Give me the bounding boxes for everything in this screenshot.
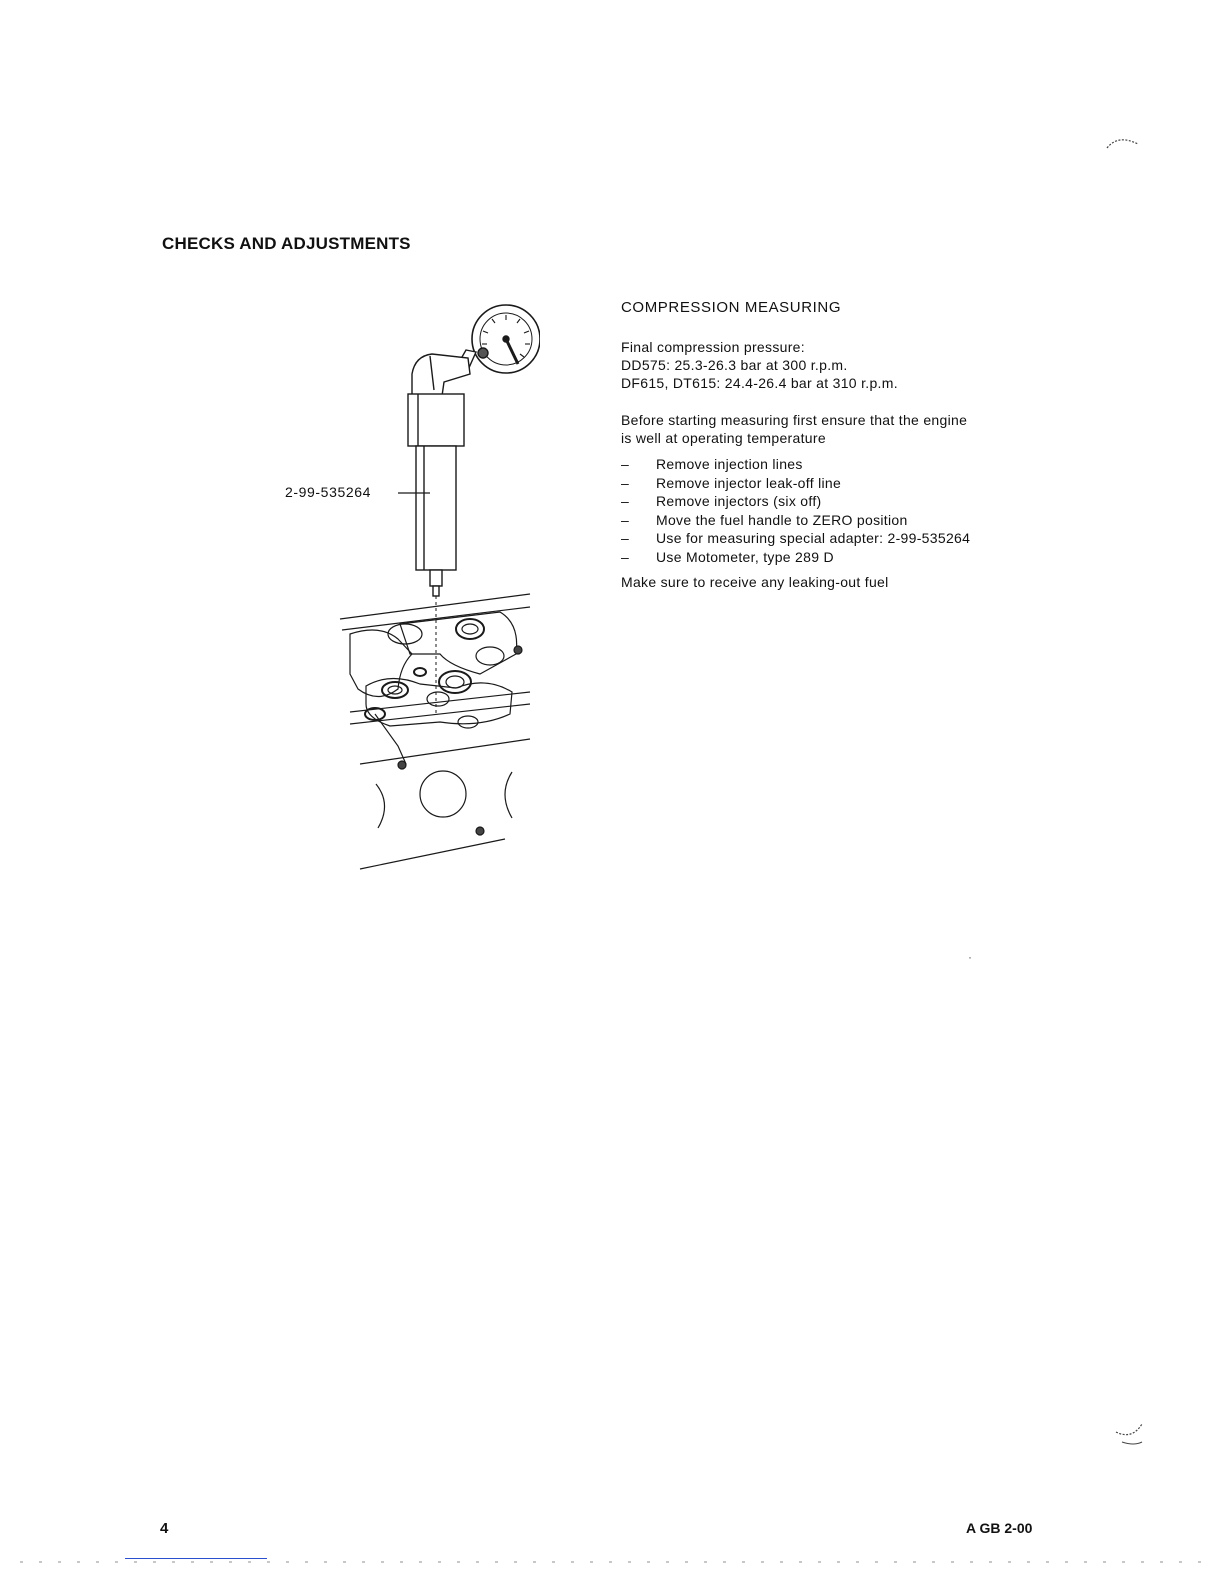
bullet-dash: –	[621, 548, 630, 565]
step-text: Remove injection lines	[656, 456, 803, 472]
list-item	[621, 455, 970, 474]
pressure-line: Final compression pressure:	[621, 339, 805, 355]
procedure-steps	[621, 455, 970, 566]
fuel-note: Make sure to receive any leaking-out fuel	[621, 574, 889, 590]
step-text: Remove injectors (six off)	[656, 493, 822, 509]
list-item	[621, 511, 970, 530]
bottom-rule	[125, 1558, 267, 1559]
bullet-dash: –	[621, 456, 630, 472]
bullet-dash: –	[621, 511, 630, 528]
special-adapter-icon	[408, 394, 464, 596]
bullet-dash: –	[621, 474, 630, 491]
scan-edge-dots	[20, 1561, 1210, 1563]
list-item	[621, 492, 970, 511]
scan-mark-icon	[1112, 1420, 1148, 1450]
intro-line: is well at operating temperature	[621, 430, 826, 446]
step-text: Remove injector leak-off line	[656, 474, 842, 491]
list-item	[621, 474, 970, 493]
intro-line: Before starting measuring first ensure that the engine	[621, 412, 968, 428]
compression-pressure-specs	[621, 338, 898, 392]
compression-tester-illustration	[280, 294, 540, 874]
intro-paragraph	[621, 411, 967, 447]
list-item	[621, 548, 970, 567]
step-text: Move the fuel handle to ZERO position	[656, 511, 908, 528]
page-number: 4	[160, 1520, 169, 1537]
page-title: CHECKS AND ADJUSTMENTS	[162, 234, 411, 253]
scan-mark-icon	[1104, 132, 1144, 162]
step-text: Use for measuring special adapter: 2-99-535264	[656, 530, 971, 546]
figure-callout-label: 2-99-535264	[285, 484, 371, 500]
bullet-dash: –	[621, 493, 630, 509]
pressure-line: DF615, DT615: 24.4-26.4 bar at 310 r.p.m.	[621, 375, 898, 391]
document-code: A GB 2-00	[966, 1520, 1033, 1536]
step-text: Use Motometer, type 289 D	[656, 548, 834, 565]
pressure-gauge-icon	[458, 305, 540, 373]
list-item	[621, 529, 970, 548]
bullet-dash: –	[621, 530, 630, 546]
scan-speck: ·	[968, 950, 972, 964]
pressure-line: DD575: 25.3-26.3 bar at 300 r.p.m.	[621, 357, 848, 373]
section-heading: COMPRESSION MEASURING	[621, 299, 842, 316]
